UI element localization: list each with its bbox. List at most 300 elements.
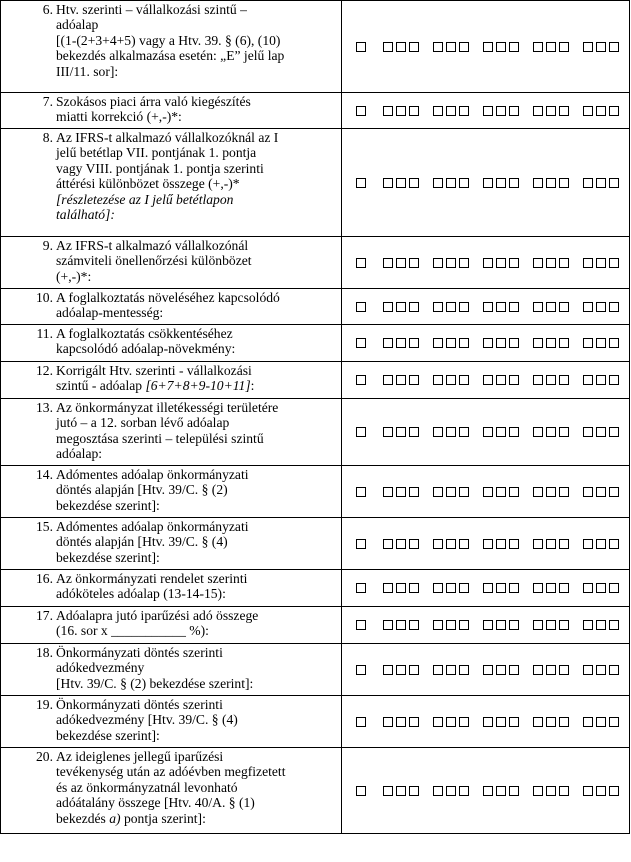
- digit-box[interactable]: [583, 106, 593, 116]
- digit-box[interactable]: [596, 375, 606, 385]
- digit-box[interactable]: [583, 717, 593, 727]
- digit-box[interactable]: [483, 178, 493, 188]
- row-label: [1, 129, 341, 222]
- digit-box[interactable]: [546, 178, 556, 188]
- digit-box[interactable]: [483, 583, 493, 593]
- digit-box[interactable]: [559, 620, 569, 630]
- digit-box[interactable]: [446, 539, 456, 549]
- form-row: [1, 518, 630, 570]
- digit-box[interactable]: [509, 665, 519, 675]
- digit-box[interactable]: [446, 178, 456, 188]
- digit-box[interactable]: [609, 178, 619, 188]
- digit-box[interactable]: [433, 786, 443, 796]
- row-label-cell: [1, 399, 342, 466]
- digit-box[interactable]: [496, 42, 506, 52]
- digit-box[interactable]: [609, 302, 619, 312]
- digit-box[interactable]: [546, 302, 556, 312]
- digit-box[interactable]: [483, 375, 493, 385]
- digit-box[interactable]: [409, 717, 419, 727]
- digit-box[interactable]: [383, 338, 393, 348]
- row-label-line: adókedvezmény [Htv. 39/C. § (4): [56, 712, 238, 728]
- digit-box[interactable]: [546, 620, 556, 630]
- digit-box[interactable]: [546, 786, 556, 796]
- digit-box[interactable]: [496, 717, 506, 727]
- digit-box[interactable]: [459, 427, 469, 437]
- row-label-line: III/11. sor]:: [56, 63, 119, 79]
- digit-box[interactable]: [396, 539, 406, 549]
- digit-box[interactable]: [559, 487, 569, 497]
- digit-box[interactable]: [396, 338, 406, 348]
- digit-box[interactable]: [459, 258, 469, 268]
- digit-box[interactable]: [533, 427, 543, 437]
- digit-box[interactable]: [559, 338, 569, 348]
- digit-box[interactable]: [509, 717, 519, 727]
- row-label-line: megosztása szerinti – települési szintű: [56, 430, 264, 446]
- row-label-line: Htv. szerinti – vállalkozási szintű –: [56, 2, 247, 17]
- digit-box[interactable]: [546, 106, 556, 116]
- digit-box[interactable]: [533, 178, 543, 188]
- digit-box[interactable]: [446, 487, 456, 497]
- digit-box[interactable]: [459, 583, 469, 593]
- digit-box[interactable]: [356, 717, 366, 727]
- digit-box[interactable]: [433, 539, 443, 549]
- digit-box[interactable]: [533, 539, 543, 549]
- digit-box[interactable]: [483, 539, 493, 549]
- digit-box[interactable]: [446, 42, 456, 52]
- row-label-line: kapcsolódó adóalap-növekmény:: [56, 341, 236, 357]
- row-label-note: található]:: [56, 207, 115, 223]
- row-label-line: miatti korrekció (+,-)*:: [56, 109, 182, 125]
- digit-box[interactable]: [533, 583, 543, 593]
- digit-box[interactable]: [509, 338, 519, 348]
- row-label-line: döntés alapján [Htv. 39/C. § (2): [56, 482, 228, 498]
- digit-box[interactable]: [596, 665, 606, 675]
- digit-box[interactable]: [433, 487, 443, 497]
- row-label-line: Önkormányzati döntés szerinti: [56, 697, 223, 712]
- digit-box[interactable]: [446, 258, 456, 268]
- digit-box[interactable]: [383, 106, 393, 116]
- digit-box[interactable]: [583, 583, 593, 593]
- row-label-cell: [1, 129, 342, 237]
- digit-box[interactable]: [356, 539, 366, 549]
- digit-box[interactable]: [396, 717, 406, 727]
- digit-box[interactable]: [596, 42, 606, 52]
- digit-box[interactable]: [559, 539, 569, 549]
- digit-box[interactable]: [383, 539, 393, 549]
- digit-box[interactable]: [446, 427, 456, 437]
- digit-box[interactable]: [459, 302, 469, 312]
- digit-box[interactable]: [433, 620, 443, 630]
- digit-box[interactable]: [446, 106, 456, 116]
- digit-box[interactable]: [356, 258, 366, 268]
- digit-box[interactable]: [396, 665, 406, 675]
- digit-box[interactable]: [583, 338, 593, 348]
- amount-entry-cell: [342, 570, 630, 607]
- digit-box[interactable]: [596, 258, 606, 268]
- digit-box[interactable]: [459, 717, 469, 727]
- digit-box[interactable]: [609, 620, 619, 630]
- digit-box[interactable]: [496, 178, 506, 188]
- digit-box[interactable]: [409, 620, 419, 630]
- digit-box[interactable]: [583, 42, 593, 52]
- digit-box[interactable]: [409, 583, 419, 593]
- digit-box[interactable]: [446, 583, 456, 593]
- digit-box[interactable]: [409, 786, 419, 796]
- digit-box[interactable]: [483, 665, 493, 675]
- row-label: [1, 570, 341, 602]
- digit-box[interactable]: [396, 42, 406, 52]
- digit-box[interactable]: [609, 258, 619, 268]
- digit-box[interactable]: [546, 665, 556, 675]
- digit-box[interactable]: [483, 620, 493, 630]
- digit-box[interactable]: [533, 106, 543, 116]
- digit-box[interactable]: [446, 786, 456, 796]
- row-label-line: (16. sor x ___________ %):: [56, 623, 209, 639]
- digit-box[interactable]: [596, 717, 606, 727]
- digit-box[interactable]: [583, 427, 593, 437]
- digit-box[interactable]: [583, 178, 593, 188]
- form-row: [1, 570, 630, 607]
- digit-box[interactable]: [496, 786, 506, 796]
- digit-box[interactable]: [383, 178, 393, 188]
- digit-box[interactable]: [356, 375, 366, 385]
- digit-box[interactable]: [446, 302, 456, 312]
- digit-box[interactable]: [509, 375, 519, 385]
- row-number: 14.: [36, 467, 53, 482]
- form-row: [1, 1, 630, 93]
- digit-box[interactable]: [483, 487, 493, 497]
- row-label-line: Szokásos piaci árra való kiegészítés: [56, 94, 251, 109]
- row-label-cell: [1, 696, 342, 748]
- digit-box-group: [342, 620, 629, 630]
- digit-box[interactable]: [483, 338, 493, 348]
- digit-box[interactable]: [583, 487, 593, 497]
- digit-box[interactable]: [459, 42, 469, 52]
- digit-box[interactable]: [583, 302, 593, 312]
- digit-box[interactable]: [433, 427, 443, 437]
- digit-box[interactable]: [533, 717, 543, 727]
- row-label-line: [Htv. 39/C. § (2) bekezdése szerint]:: [56, 675, 254, 691]
- digit-box[interactable]: [409, 427, 419, 437]
- digit-box[interactable]: [409, 487, 419, 497]
- digit-box[interactable]: [609, 786, 619, 796]
- row-label-cell: [1, 607, 342, 644]
- digit-box[interactable]: [409, 338, 419, 348]
- digit-box[interactable]: [546, 539, 556, 549]
- digit-box[interactable]: [533, 375, 543, 385]
- digit-box[interactable]: [483, 427, 493, 437]
- digit-box[interactable]: [356, 302, 366, 312]
- row-label-line: bekezdése szerint]:: [56, 549, 160, 565]
- digit-box[interactable]: [433, 665, 443, 675]
- row-label-line: adóalap:: [56, 446, 103, 462]
- digit-box[interactable]: [609, 427, 619, 437]
- digit-box[interactable]: [496, 106, 506, 116]
- digit-box[interactable]: [396, 583, 406, 593]
- digit-box[interactable]: [356, 42, 366, 52]
- digit-box[interactable]: [509, 42, 519, 52]
- row-number: 7.: [42, 94, 53, 109]
- row-label-line: (+,-)*:: [56, 268, 92, 284]
- digit-box[interactable]: [483, 786, 493, 796]
- digit-box[interactable]: [559, 178, 569, 188]
- digit-box[interactable]: [509, 258, 519, 268]
- digit-box[interactable]: [496, 487, 506, 497]
- digit-box[interactable]: [409, 106, 419, 116]
- digit-box[interactable]: [356, 583, 366, 593]
- digit-box[interactable]: [596, 106, 606, 116]
- digit-box-group: [342, 665, 629, 675]
- digit-box[interactable]: [596, 786, 606, 796]
- digit-box[interactable]: [609, 42, 619, 52]
- form-row: [1, 289, 630, 325]
- digit-box[interactable]: [396, 427, 406, 437]
- digit-box[interactable]: [459, 106, 469, 116]
- digit-box[interactable]: [459, 178, 469, 188]
- row-label: [1, 644, 341, 691]
- digit-box[interactable]: [559, 106, 569, 116]
- digit-box[interactable]: [356, 427, 366, 437]
- digit-box[interactable]: [496, 338, 506, 348]
- row-label-line: áttérési különbözet összege (+,-)*: [56, 176, 240, 192]
- digit-box[interactable]: [459, 539, 469, 549]
- digit-box[interactable]: [496, 620, 506, 630]
- digit-box[interactable]: [483, 717, 493, 727]
- digit-box[interactable]: [609, 539, 619, 549]
- digit-box[interactable]: [533, 786, 543, 796]
- digit-box[interactable]: [483, 42, 493, 52]
- digit-box[interactable]: [559, 583, 569, 593]
- digit-box[interactable]: [546, 258, 556, 268]
- digit-box[interactable]: [383, 375, 393, 385]
- digit-box[interactable]: [433, 178, 443, 188]
- row-label-cell: [1, 93, 342, 129]
- digit-box[interactable]: [509, 427, 519, 437]
- digit-box[interactable]: [356, 487, 366, 497]
- digit-box[interactable]: [546, 717, 556, 727]
- digit-box[interactable]: [596, 338, 606, 348]
- digit-box[interactable]: [383, 620, 393, 630]
- digit-box[interactable]: [383, 427, 393, 437]
- digit-box[interactable]: [559, 375, 569, 385]
- digit-box[interactable]: [459, 665, 469, 675]
- row-number: 11.: [36, 326, 53, 341]
- digit-box[interactable]: [396, 178, 406, 188]
- digit-box[interactable]: [496, 665, 506, 675]
- digit-box[interactable]: [596, 539, 606, 549]
- digit-box[interactable]: [383, 786, 393, 796]
- digit-box[interactable]: [356, 786, 366, 796]
- digit-box[interactable]: [383, 717, 393, 727]
- row-label-line: döntés alapján [Htv. 39/C. § (4): [56, 534, 228, 550]
- digit-box[interactable]: [383, 302, 393, 312]
- digit-box[interactable]: [446, 620, 456, 630]
- digit-box[interactable]: [459, 620, 469, 630]
- digit-box[interactable]: [356, 106, 366, 116]
- digit-box[interactable]: [433, 583, 443, 593]
- digit-box[interactable]: [583, 786, 593, 796]
- digit-box[interactable]: [546, 375, 556, 385]
- digit-box[interactable]: [446, 375, 456, 385]
- amount-entry-cell: [342, 129, 630, 237]
- digit-box[interactable]: [383, 42, 393, 52]
- row-number: 12.: [36, 363, 53, 378]
- digit-box[interactable]: [559, 258, 569, 268]
- digit-box[interactable]: [559, 302, 569, 312]
- digit-box[interactable]: [546, 427, 556, 437]
- digit-box[interactable]: [546, 42, 556, 52]
- digit-box[interactable]: [609, 665, 619, 675]
- row-label-reference: [6+7+8+9-10+11]: [145, 378, 251, 394]
- digit-box[interactable]: [496, 258, 506, 268]
- digit-box[interactable]: [396, 487, 406, 497]
- row-number: 16.: [36, 571, 53, 586]
- digit-box[interactable]: [483, 302, 493, 312]
- digit-box[interactable]: [383, 665, 393, 675]
- digit-box[interactable]: [409, 302, 419, 312]
- row-label-cell: [1, 518, 342, 570]
- digit-box[interactable]: [433, 338, 443, 348]
- digit-box[interactable]: [383, 258, 393, 268]
- digit-box-group: [342, 487, 629, 497]
- digit-box[interactable]: [356, 665, 366, 675]
- digit-box[interactable]: [583, 620, 593, 630]
- digit-box[interactable]: [483, 106, 493, 116]
- digit-box[interactable]: [509, 620, 519, 630]
- digit-box[interactable]: [496, 583, 506, 593]
- digit-box[interactable]: [596, 427, 606, 437]
- digit-box[interactable]: [409, 42, 419, 52]
- digit-box[interactable]: [559, 42, 569, 52]
- digit-box[interactable]: [583, 539, 593, 549]
- digit-box[interactable]: [433, 106, 443, 116]
- digit-box[interactable]: [496, 539, 506, 549]
- digit-box[interactable]: [533, 302, 543, 312]
- digit-box[interactable]: [409, 665, 419, 675]
- digit-box[interactable]: [433, 302, 443, 312]
- digit-box[interactable]: [459, 375, 469, 385]
- digit-box[interactable]: [559, 665, 569, 675]
- digit-box[interactable]: [433, 375, 443, 385]
- digit-box-group: [342, 258, 629, 268]
- digit-box[interactable]: [383, 487, 393, 497]
- digit-box[interactable]: [409, 375, 419, 385]
- digit-box[interactable]: [533, 620, 543, 630]
- digit-box[interactable]: [509, 302, 519, 312]
- digit-box[interactable]: [383, 583, 393, 593]
- digit-box[interactable]: [596, 178, 606, 188]
- form-row: [1, 399, 630, 466]
- digit-box[interactable]: [483, 258, 493, 268]
- row-label: [1, 93, 341, 125]
- digit-box[interactable]: [446, 665, 456, 675]
- digit-box[interactable]: [546, 583, 556, 593]
- amount-entry-cell: [342, 518, 630, 570]
- digit-box[interactable]: [446, 338, 456, 348]
- digit-box[interactable]: [609, 338, 619, 348]
- digit-box[interactable]: [583, 665, 593, 675]
- digit-box[interactable]: [546, 338, 556, 348]
- row-label-line: Adóalapra jutó iparűzési adó összege: [56, 608, 259, 623]
- row-label-line: jutó – a 12. sorban lévő adóalap: [56, 415, 230, 431]
- digit-box[interactable]: [596, 487, 606, 497]
- digit-box[interactable]: [496, 427, 506, 437]
- digit-box[interactable]: [559, 786, 569, 796]
- digit-box[interactable]: [509, 487, 519, 497]
- digit-box[interactable]: [409, 539, 419, 549]
- digit-box[interactable]: [409, 258, 419, 268]
- digit-box-group: [342, 302, 629, 312]
- digit-box[interactable]: [496, 302, 506, 312]
- digit-box[interactable]: [459, 786, 469, 796]
- digit-box[interactable]: [446, 717, 456, 727]
- digit-box[interactable]: [509, 786, 519, 796]
- digit-box[interactable]: [533, 338, 543, 348]
- digit-box[interactable]: [433, 258, 443, 268]
- digit-box[interactable]: [533, 665, 543, 675]
- digit-box[interactable]: [583, 258, 593, 268]
- digit-box[interactable]: [396, 258, 406, 268]
- digit-box[interactable]: [559, 427, 569, 437]
- digit-box[interactable]: [356, 178, 366, 188]
- row-label-line: jelű betétlap VII. pontjának 1. pontja: [56, 145, 257, 161]
- form-row: [1, 362, 630, 399]
- digit-box[interactable]: [596, 302, 606, 312]
- digit-box[interactable]: [609, 717, 619, 727]
- digit-box[interactable]: [609, 487, 619, 497]
- digit-box[interactable]: [509, 178, 519, 188]
- digit-box[interactable]: [559, 717, 569, 727]
- row-label: [1, 237, 341, 284]
- digit-box[interactable]: [533, 258, 543, 268]
- digit-box[interactable]: [396, 302, 406, 312]
- row-label: [1, 518, 341, 565]
- row-label-text: :: [250, 378, 255, 394]
- digit-box-group: [342, 539, 629, 549]
- digit-box[interactable]: [583, 375, 593, 385]
- digit-box[interactable]: [509, 106, 519, 116]
- digit-box[interactable]: [596, 583, 606, 593]
- row-label: [1, 325, 341, 357]
- row-label-line: bekezdés alkalmazása esetén: „E” jelű lap: [56, 48, 285, 64]
- digit-box[interactable]: [546, 487, 556, 497]
- digit-box[interactable]: [433, 42, 443, 52]
- digit-box[interactable]: [509, 583, 519, 593]
- digit-box[interactable]: [609, 375, 619, 385]
- digit-box[interactable]: [459, 338, 469, 348]
- digit-box[interactable]: [433, 717, 443, 727]
- digit-box[interactable]: [609, 583, 619, 593]
- digit-box[interactable]: [396, 106, 406, 116]
- form-row: [1, 748, 630, 834]
- digit-box-group: [342, 338, 629, 348]
- digit-box[interactable]: [356, 620, 366, 630]
- digit-box[interactable]: [356, 338, 366, 348]
- digit-box[interactable]: [533, 487, 543, 497]
- digit-box[interactable]: [609, 106, 619, 116]
- digit-box[interactable]: [596, 620, 606, 630]
- row-label-line: bekezdése szerint]:: [56, 727, 160, 743]
- digit-box[interactable]: [396, 375, 406, 385]
- digit-box[interactable]: [409, 178, 419, 188]
- digit-box[interactable]: [396, 786, 406, 796]
- digit-box[interactable]: [396, 620, 406, 630]
- amount-entry-cell: [342, 93, 630, 129]
- digit-box[interactable]: [459, 487, 469, 497]
- digit-box[interactable]: [509, 539, 519, 549]
- digit-box[interactable]: [533, 42, 543, 52]
- digit-box[interactable]: [496, 375, 506, 385]
